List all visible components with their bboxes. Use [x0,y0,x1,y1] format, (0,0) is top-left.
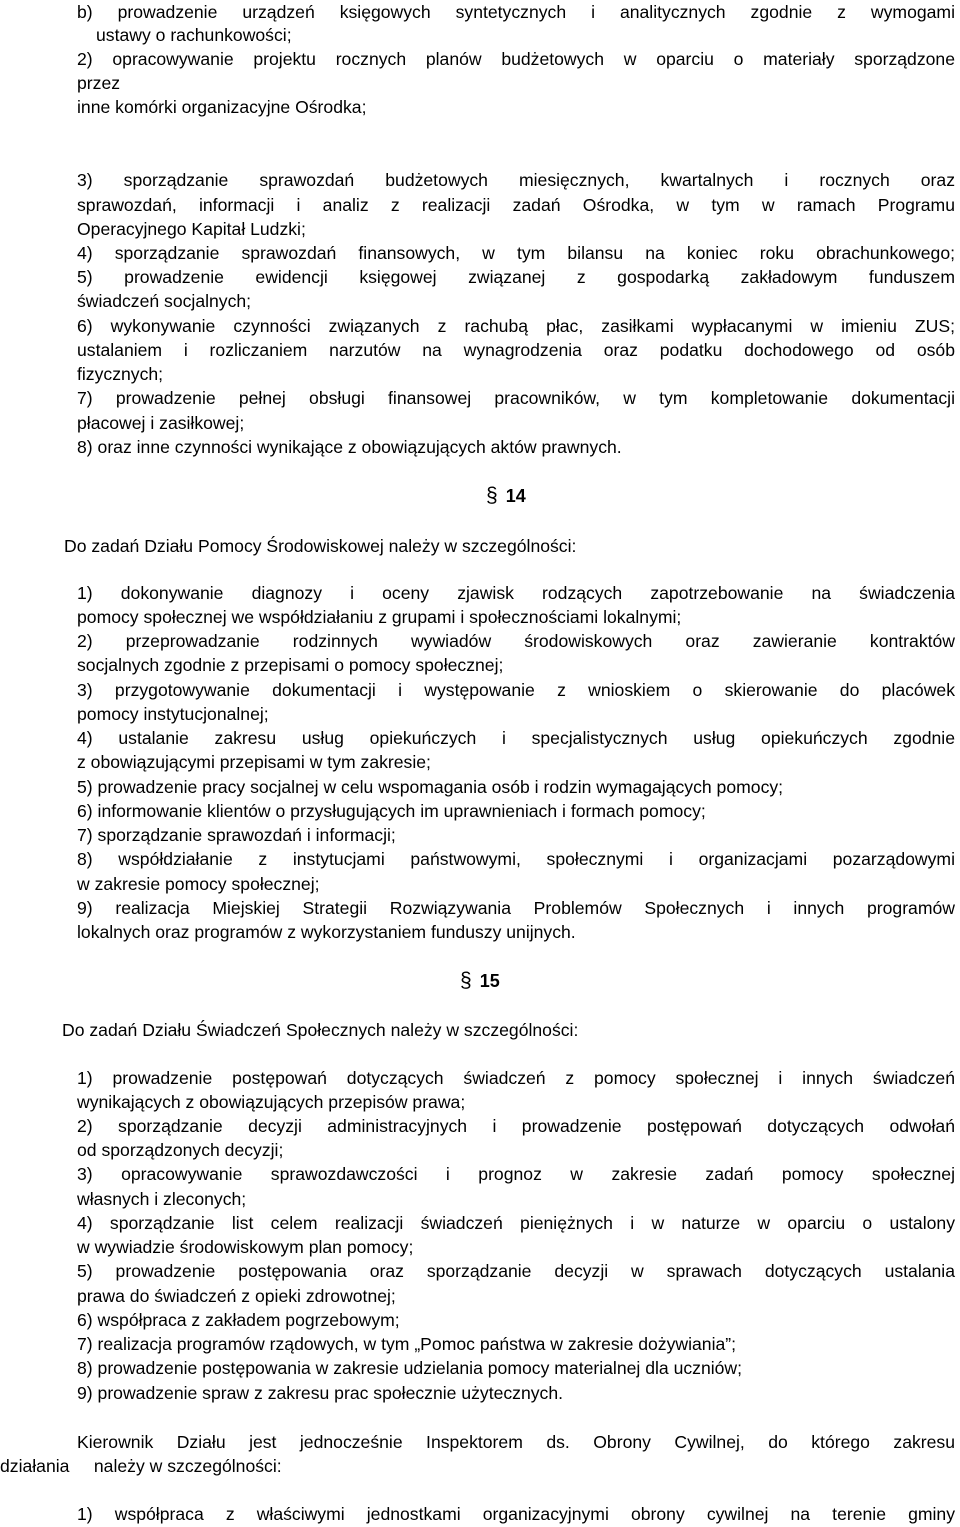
list-item-line: lokalnych oraz programów z wykorzystaniem funduszy unijnych. [77,922,576,942]
list-item-line: fizycznych; [77,364,164,384]
list-item-line: w zakresie pomocy społecznej; [77,874,320,894]
section-heading-15 [460,969,500,993]
list-item-line: 3) opracowywanie sprawozdawczości i prognoz w zakresie zadań pomocy społecznej [77,1164,955,1184]
list-item-line: 9) prowadzenie spraw z zakresu prac społecznie użytecznych. [77,1383,564,1403]
list-item-line: pomocy społecznej we współdziałaniu z grupami i społecznościami lokalnymi; [77,607,682,627]
list-item-line: 6) wykonywanie czynności związanych z rachubą płac, zasiłkami wypłacanymi w imieniu ZUS; [77,316,955,336]
list-item-line: 2) opracowywanie projektu rocznych planów budżetowych w oparciu o materiały sporządzone [77,49,955,69]
list-item-line: 8) oraz inne czynności wynikające z obowiązujących aktów prawnych. [77,437,622,457]
list-item-line: 6) informowanie klientów o przysługujących im uprawnieniach i formach pomocy; [77,801,706,821]
section-heading-14 [486,484,526,508]
list-item-line: inne komórki organizacyjne Ośrodka; [77,97,367,117]
list-item-line: 1) prowadzenie postępowań dotyczących świadczeń z pomocy społecznej i innych świadczeń [77,1068,955,1088]
paragraph-line: działania należy w szczególności: [0,1456,282,1476]
list-item-line: socjalnych zgodnie z przepisami o pomocy społecznej; [77,655,504,675]
list-item-line: 7) sporządzanie sprawozdań i informacji; [77,825,396,845]
list-item-line: 7) prowadzenie pełnej obsługi finansowej pracowników, w tym kompletowanie dokumentacji [77,388,955,408]
list-item-line: ustalaniem i rozliczaniem narzutów na wynagrodzenia oraz podatku dochodowego od osób [77,340,955,360]
list-item-line: wynikających z obowiązujących przepisów prawa; [77,1092,466,1112]
section-number: 14 [505,486,526,506]
list-item-line: 2) sporządzanie decyzji administracyjnych i prowadzenie postępowań dotyczących odwołań [77,1116,955,1136]
section-number: 15 [479,971,500,991]
list-item-line: sprawozdań, informacji i analiz z realizacji zadań Ośrodka, w tym w ramach Programu [77,195,955,215]
list-item-line: 8) współdziałanie z instytucjami państwowymi, społecznymi i organizacjami pozarządowymi [77,849,955,869]
list-item-line: w wywiadzie środowiskowym plan pomocy; [77,1237,414,1257]
section-symbol: § [486,484,498,507]
list-item-line: przez [77,73,121,93]
list-item-line: 4) ustalanie zakresu usług opiekuńczych i specjalistycznych usług opiekuńczych zgodnie [77,728,955,748]
list-item-line: 1) dokonywanie diagnozy i oceny zjawisk rodzących zapotrzebowanie na świadczenia [77,583,955,603]
list-item-line: prawa do świadczeń z opieki zdrowotnej; [77,1286,396,1306]
list-item-line: 1) współpraca z właściwymi jednostkami organizacyjnymi obrony cywilnej na terenie gminy [77,1504,955,1524]
list-item-line: płacowej i zasiłkowej; [77,413,245,433]
list-item-line: pomocy instytucjonalnej; [77,704,269,724]
list-item-line: 7) realizacja programów rządowych, w tym „Pomoc państwa w zakresie dożywiania”; [77,1334,737,1354]
list-item-line: 5) prowadzenie ewidencji księgowej związanej z gospodarką zakładowym funduszem [77,267,955,287]
list-item-line: 5) prowadzenie postępowania oraz sporządzanie decyzji w sprawach dotyczących ustalania [77,1261,955,1281]
list-item-line: 4) sporządzanie list celem realizacji świadczeń pieniężnych i w naturze w oparciu o ustalony [77,1213,955,1233]
paragraph-line: Kierownik Działu jest jednocześnie Inspektorem ds. Obrony Cywilnej, do którego zakresu [77,1432,955,1452]
list-item-line: świadczeń socjalnych; [77,291,252,311]
list-item-line: 3) sporządzanie sprawozdań budżetowych miesięcznych, kwartalnych i rocznych oraz [77,170,955,190]
list-item-line: 6) współpraca z zakładem pogrzebowym; [77,1310,400,1330]
list-item-line: 9) realizacja Miejskiej Strategii Rozwiązywania Problemów Społecznych i innych programów [77,898,955,918]
list-item-line: od sporządzonych decyzji; [77,1140,284,1160]
section-intro: Do zadań Działu Pomocy Środowiskowej należy w szczególności: [64,536,577,556]
list-item-line: b) prowadzenie urządzeń księgowych syntetycznych i analitycznych zgodnie z wymogami [77,2,955,22]
list-item-line: 8) prowadzenie postępowania w zakresie udzielania pomocy materialnej dla uczniów; [77,1358,743,1378]
list-item-line: z obowiązującymi przepisami w tym zakresie; [77,752,431,772]
list-item-line: Operacyjnego Kapitał Ludzki; [77,219,306,239]
list-item-line: własnych i zleconych; [77,1189,247,1209]
section-symbol: § [460,969,472,992]
list-item-line: ustawy o rachunkowości; [96,25,292,45]
list-item-line: 4) sporządzanie sprawozdań finansowych, w tym bilansu na koniec roku obrachunkowego; [77,243,955,263]
list-item-line: 2) przeprowadzanie rodzinnych wywiadów środowiskowych oraz zawieranie kontraktów [77,631,955,651]
list-item-line: 5) prowadzenie pracy socjalnej w celu wspomagania osób i rodzin wymagających pomocy; [77,777,784,797]
list-item-line: 3) przygotowywanie dokumentacji i występowanie z wnioskiem o skierowanie do placówek [77,680,955,700]
section-intro: Do zadań Działu Świadczeń Społecznych należy w szczególności: [62,1020,579,1040]
